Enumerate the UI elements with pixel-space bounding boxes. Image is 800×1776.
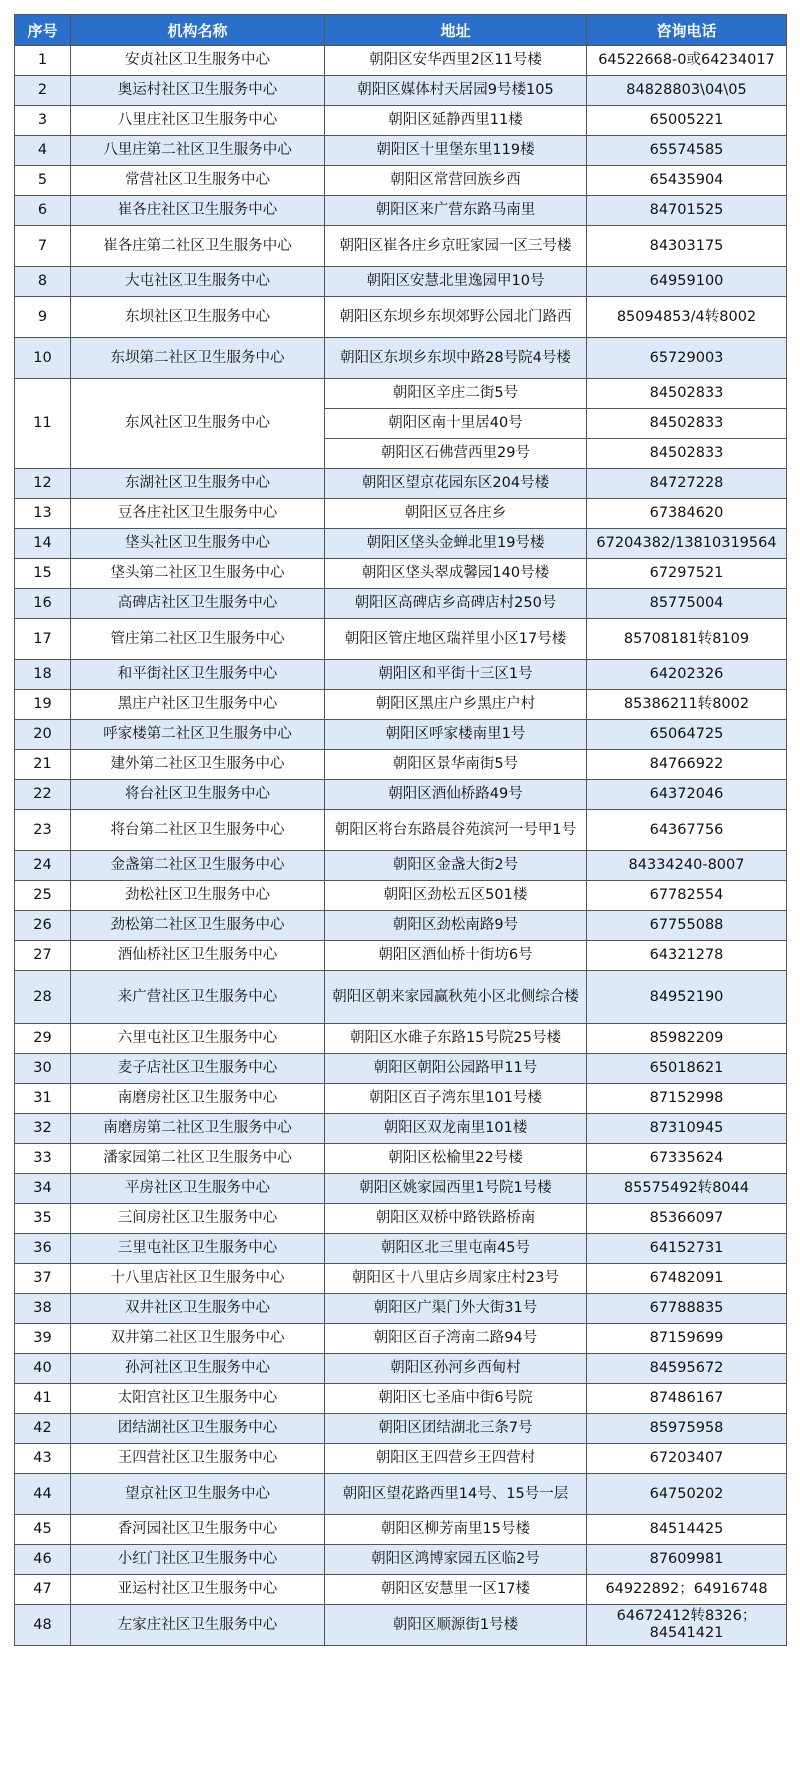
cell-no: 43 <box>15 1444 71 1474</box>
cell-phone: 84727228 <box>587 469 787 499</box>
cell-phone: 67384620 <box>587 499 787 529</box>
cell-name: 麦子店社区卫生服务中心 <box>71 1054 325 1084</box>
table-row <box>15 720 787 750</box>
cell-address: 朝阳区安华西里2区11号楼 <box>325 46 587 76</box>
cell-no: 14 <box>15 529 71 559</box>
cell-phone: 65018621 <box>587 1054 787 1084</box>
cell-address: 朝阳区来广营东路马南里 <box>325 196 587 226</box>
table-row <box>15 1474 787 1515</box>
table-row <box>15 1384 787 1414</box>
cell-phone: 84502833 <box>587 409 787 439</box>
cell-address: 朝阳区酒仙桥路49号 <box>325 780 587 810</box>
cell-phone: 65729003 <box>587 338 787 379</box>
table-row <box>15 1204 787 1234</box>
table-row <box>15 690 787 720</box>
cell-phone: 65435904 <box>587 166 787 196</box>
cell-no: 29 <box>15 1024 71 1054</box>
cell-address: 朝阳区垡头金蝉北里19号楼 <box>325 529 587 559</box>
cell-address: 朝阳区景华南街5号 <box>325 750 587 780</box>
cell-name: 劲松社区卫生服务中心 <box>71 881 325 911</box>
cell-address: 朝阳区十八里店乡周家庄村23号 <box>325 1264 587 1294</box>
table-row <box>15 1144 787 1174</box>
cell-name: 太阳宫社区卫生服务中心 <box>71 1384 325 1414</box>
cell-address: 朝阳区安慧里一区17楼 <box>325 1575 587 1605</box>
cell-phone: 87152998 <box>587 1084 787 1114</box>
cell-name: 黑庄户社区卫生服务中心 <box>71 690 325 720</box>
cell-phone: 64750202 <box>587 1474 787 1515</box>
table-row <box>15 1114 787 1144</box>
cell-no: 20 <box>15 720 71 750</box>
cell-address: 朝阳区双龙南里101楼 <box>325 1114 587 1144</box>
cell-address: 朝阳区呼家楼南里1号 <box>325 720 587 750</box>
cell-address: 朝阳区北三里屯南45号 <box>325 1234 587 1264</box>
health-center-table <box>14 14 787 1646</box>
table-row <box>15 1444 787 1474</box>
cell-address: 朝阳区豆各庄乡 <box>325 499 587 529</box>
cell-no: 28 <box>15 971 71 1024</box>
table-row <box>15 1264 787 1294</box>
cell-phone: 65064725 <box>587 720 787 750</box>
table-row <box>15 589 787 619</box>
cell-no: 31 <box>15 1084 71 1114</box>
cell-name: 将台社区卫生服务中心 <box>71 780 325 810</box>
cell-no: 16 <box>15 589 71 619</box>
cell-name: 常营社区卫生服务中心 <box>71 166 325 196</box>
cell-phone: 87159699 <box>587 1324 787 1354</box>
cell-phone: 64672412转8326；84541421 <box>587 1605 787 1646</box>
cell-phone: 64372046 <box>587 780 787 810</box>
table-row <box>15 196 787 226</box>
cell-phone: 65574585 <box>587 136 787 166</box>
cell-phone: 64959100 <box>587 267 787 297</box>
cell-name: 奥运村社区卫生服务中心 <box>71 76 325 106</box>
cell-phone: 64202326 <box>587 660 787 690</box>
cell-phone: 84514425 <box>587 1515 787 1545</box>
cell-no: 45 <box>15 1515 71 1545</box>
cell-no: 2 <box>15 76 71 106</box>
cell-name: 十八里店社区卫生服务中心 <box>71 1264 325 1294</box>
cell-address: 朝阳区七圣庙中街6号院 <box>325 1384 587 1414</box>
table-row <box>15 46 787 76</box>
cell-no: 8 <box>15 267 71 297</box>
table-header-row <box>15 15 787 46</box>
cell-name: 双井第二社区卫生服务中心 <box>71 1324 325 1354</box>
cell-address: 朝阳区崔各庄乡京旺家园一区三号楼 <box>325 226 587 267</box>
cell-phone: 84766922 <box>587 750 787 780</box>
cell-name: 垡头社区卫生服务中心 <box>71 529 325 559</box>
cell-phone: 84502833 <box>587 379 787 409</box>
table-row <box>15 810 787 851</box>
cell-phone: 67204382/13810319564 <box>587 529 787 559</box>
cell-no: 22 <box>15 780 71 810</box>
cell-phone: 87486167 <box>587 1384 787 1414</box>
cell-name: 王四营社区卫生服务中心 <box>71 1444 325 1474</box>
cell-address: 朝阳区孙河乡西甸村 <box>325 1354 587 1384</box>
table-row <box>15 1605 787 1646</box>
cell-name: 小红门社区卫生服务中心 <box>71 1545 325 1575</box>
cell-address: 朝阳区鸿博家园五区临2号 <box>325 1545 587 1575</box>
cell-address: 朝阳区黑庄户乡黑庄户村 <box>325 690 587 720</box>
cell-no: 21 <box>15 750 71 780</box>
cell-phone: 84828803\04\05 <box>587 76 787 106</box>
cell-address: 朝阳区朝来家园赢秋苑小区北侧综合楼 <box>325 971 587 1024</box>
cell-no: 19 <box>15 690 71 720</box>
cell-phone: 84952190 <box>587 971 787 1024</box>
cell-name: 团结湖社区卫生服务中心 <box>71 1414 325 1444</box>
cell-no: 6 <box>15 196 71 226</box>
table-body <box>15 46 787 1646</box>
cell-address: 朝阳区柳芳南里15号楼 <box>325 1515 587 1545</box>
cell-address: 朝阳区团结湖北三条7号 <box>325 1414 587 1444</box>
cell-name: 安贞社区卫生服务中心 <box>71 46 325 76</box>
cell-name: 东坝社区卫生服务中心 <box>71 297 325 338</box>
cell-phone: 84334240-8007 <box>587 851 787 881</box>
table-row <box>15 76 787 106</box>
cell-address: 朝阳区劲松五区501楼 <box>325 881 587 911</box>
cell-no: 33 <box>15 1144 71 1174</box>
table-container <box>14 14 786 1646</box>
cell-address: 朝阳区顺源街1号楼 <box>325 1605 587 1646</box>
cell-phone: 84701525 <box>587 196 787 226</box>
table-row <box>15 106 787 136</box>
cell-address: 朝阳区望花路西里14号、15号一层 <box>325 1474 587 1515</box>
cell-no: 7 <box>15 226 71 267</box>
cell-address: 朝阳区延静西里11楼 <box>325 106 587 136</box>
table-row <box>15 750 787 780</box>
cell-address: 朝阳区金盏大街2号 <box>325 851 587 881</box>
cell-address: 朝阳区朝阳公园路甲11号 <box>325 1054 587 1084</box>
table-row <box>15 1545 787 1575</box>
cell-address: 朝阳区和平街十三区1号 <box>325 660 587 690</box>
cell-no: 30 <box>15 1054 71 1084</box>
table-row <box>15 780 787 810</box>
table-row <box>15 619 787 660</box>
table-row <box>15 469 787 499</box>
cell-phone: 64367756 <box>587 810 787 851</box>
cell-no: 47 <box>15 1575 71 1605</box>
cell-no: 15 <box>15 559 71 589</box>
cell-no: 42 <box>15 1414 71 1444</box>
cell-name: 亚运村社区卫生服务中心 <box>71 1575 325 1605</box>
cell-name: 东风社区卫生服务中心 <box>71 379 325 469</box>
cell-name: 崔各庄社区卫生服务中心 <box>71 196 325 226</box>
cell-no: 39 <box>15 1324 71 1354</box>
cell-no: 5 <box>15 166 71 196</box>
header-address: 地址 <box>325 15 587 46</box>
cell-no: 48 <box>15 1605 71 1646</box>
cell-no: 3 <box>15 106 71 136</box>
cell-no: 13 <box>15 499 71 529</box>
table-row <box>15 1414 787 1444</box>
cell-name: 八里庄社区卫生服务中心 <box>71 106 325 136</box>
cell-name: 将台第二社区卫生服务中心 <box>71 810 325 851</box>
cell-no: 1 <box>15 46 71 76</box>
cell-name: 三里屯社区卫生服务中心 <box>71 1234 325 1264</box>
table-row <box>15 166 787 196</box>
cell-name: 管庄第二社区卫生服务中心 <box>71 619 325 660</box>
cell-name: 平房社区卫生服务中心 <box>71 1174 325 1204</box>
cell-address: 朝阳区双桥中路铁路桥南 <box>325 1204 587 1234</box>
table-row <box>15 379 787 409</box>
table-row <box>15 1024 787 1054</box>
cell-phone: 87609981 <box>587 1545 787 1575</box>
cell-name: 潘家园第二社区卫生服务中心 <box>71 1144 325 1174</box>
cell-name: 八里庄第二社区卫生服务中心 <box>71 136 325 166</box>
cell-phone: 67203407 <box>587 1444 787 1474</box>
table-row <box>15 1084 787 1114</box>
table-row <box>15 660 787 690</box>
cell-phone: 85982209 <box>587 1024 787 1054</box>
cell-name: 望京社区卫生服务中心 <box>71 1474 325 1515</box>
cell-phone: 64321278 <box>587 941 787 971</box>
table-row <box>15 136 787 166</box>
cell-name: 东湖社区卫生服务中心 <box>71 469 325 499</box>
cell-address: 朝阳区东坝乡东坝郊野公园北门路西 <box>325 297 587 338</box>
cell-address: 朝阳区东坝乡东坝中路28号院4号楼 <box>325 338 587 379</box>
cell-address: 朝阳区酒仙桥十街坊6号 <box>325 941 587 971</box>
table-row <box>15 297 787 338</box>
cell-address: 朝阳区水碓子东路15号院25号楼 <box>325 1024 587 1054</box>
cell-no: 27 <box>15 941 71 971</box>
cell-phone: 64522668-0或64234017 <box>587 46 787 76</box>
table-row <box>15 851 787 881</box>
table-row <box>15 267 787 297</box>
table-row <box>15 1575 787 1605</box>
cell-address: 朝阳区垡头翠成馨园140号楼 <box>325 559 587 589</box>
table-row <box>15 1324 787 1354</box>
cell-no: 44 <box>15 1474 71 1515</box>
cell-address: 朝阳区十里堡东里119楼 <box>325 136 587 166</box>
table-row <box>15 1354 787 1384</box>
cell-phone: 85775004 <box>587 589 787 619</box>
cell-name: 呼家楼第二社区卫生服务中心 <box>71 720 325 750</box>
table-row <box>15 911 787 941</box>
cell-name: 建外第二社区卫生服务中心 <box>71 750 325 780</box>
cell-no: 12 <box>15 469 71 499</box>
cell-phone: 85975958 <box>587 1414 787 1444</box>
table-row <box>15 1234 787 1264</box>
cell-no: 23 <box>15 810 71 851</box>
cell-name: 酒仙桥社区卫生服务中心 <box>71 941 325 971</box>
table-row <box>15 1054 787 1084</box>
cell-phone: 85708181转8109 <box>587 619 787 660</box>
cell-address: 朝阳区劲松南路9号 <box>325 911 587 941</box>
header-name: 机构名称 <box>71 15 325 46</box>
cell-address: 朝阳区百子湾南二路94号 <box>325 1324 587 1354</box>
cell-address: 朝阳区广渠门外大街31号 <box>325 1294 587 1324</box>
cell-address: 朝阳区姚家园西里1号院1号楼 <box>325 1174 587 1204</box>
cell-address: 朝阳区常营回族乡西 <box>325 166 587 196</box>
cell-no: 36 <box>15 1234 71 1264</box>
table-row <box>15 559 787 589</box>
cell-no: 38 <box>15 1294 71 1324</box>
table-row <box>15 1174 787 1204</box>
cell-name: 劲松第二社区卫生服务中心 <box>71 911 325 941</box>
cell-address: 朝阳区南十里居40号 <box>325 409 587 439</box>
cell-phone: 64152731 <box>587 1234 787 1264</box>
cell-no: 18 <box>15 660 71 690</box>
cell-address: 朝阳区将台东路晨谷苑滨河一号甲1号 <box>325 810 587 851</box>
cell-no: 9 <box>15 297 71 338</box>
cell-phone: 84303175 <box>587 226 787 267</box>
table-row <box>15 499 787 529</box>
cell-no: 4 <box>15 136 71 166</box>
cell-no: 10 <box>15 338 71 379</box>
cell-address: 朝阳区王四营乡王四营村 <box>325 1444 587 1474</box>
cell-name: 三间房社区卫生服务中心 <box>71 1204 325 1234</box>
cell-name: 南磨房社区卫生服务中心 <box>71 1084 325 1114</box>
cell-no: 40 <box>15 1354 71 1384</box>
cell-phone: 67788835 <box>587 1294 787 1324</box>
cell-phone: 65005221 <box>587 106 787 136</box>
cell-name: 东坝第二社区卫生服务中心 <box>71 338 325 379</box>
cell-phone: 67782554 <box>587 881 787 911</box>
cell-phone: 64922892；64916748 <box>587 1575 787 1605</box>
cell-no: 17 <box>15 619 71 660</box>
cell-phone: 87310945 <box>587 1114 787 1144</box>
cell-name: 和平街社区卫生服务中心 <box>71 660 325 690</box>
cell-phone: 67335624 <box>587 1144 787 1174</box>
cell-address: 朝阳区高碑店乡高碑店村250号 <box>325 589 587 619</box>
cell-no: 32 <box>15 1114 71 1144</box>
cell-address: 朝阳区松榆里22号楼 <box>325 1144 587 1174</box>
cell-address: 朝阳区望京花园东区204号楼 <box>325 469 587 499</box>
cell-address: 朝阳区管庄地区瑞祥里小区17号楼 <box>325 619 587 660</box>
cell-address: 朝阳区安慧北里逸园甲10号 <box>325 267 587 297</box>
cell-no: 34 <box>15 1174 71 1204</box>
cell-no: 41 <box>15 1384 71 1414</box>
cell-name: 左家庄社区卫生服务中心 <box>71 1605 325 1646</box>
header-phone: 咨询电话 <box>587 15 787 46</box>
cell-no: 26 <box>15 911 71 941</box>
cell-name: 南磨房第二社区卫生服务中心 <box>71 1114 325 1144</box>
cell-phone: 67755088 <box>587 911 787 941</box>
cell-address: 朝阳区媒体村天居园9号楼105 <box>325 76 587 106</box>
cell-phone: 85094853/4转8002 <box>587 297 787 338</box>
cell-name: 垡头第二社区卫生服务中心 <box>71 559 325 589</box>
table-row <box>15 1294 787 1324</box>
cell-no: 46 <box>15 1545 71 1575</box>
cell-phone: 67482091 <box>587 1264 787 1294</box>
cell-name: 香河园社区卫生服务中心 <box>71 1515 325 1545</box>
cell-phone: 67297521 <box>587 559 787 589</box>
table-row <box>15 941 787 971</box>
cell-phone: 84502833 <box>587 439 787 469</box>
cell-name: 大屯社区卫生服务中心 <box>71 267 325 297</box>
cell-no: 25 <box>15 881 71 911</box>
cell-name: 来广营社区卫生服务中心 <box>71 971 325 1024</box>
cell-name: 孙河社区卫生服务中心 <box>71 1354 325 1384</box>
cell-no: 11 <box>15 379 71 469</box>
cell-phone: 85366097 <box>587 1204 787 1234</box>
cell-phone: 85575492转8044 <box>587 1174 787 1204</box>
cell-address: 朝阳区百子湾东里101号楼 <box>325 1084 587 1114</box>
cell-address: 朝阳区辛庄二街5号 <box>325 379 587 409</box>
table-row <box>15 971 787 1024</box>
cell-name: 高碑店社区卫生服务中心 <box>71 589 325 619</box>
cell-phone: 85386211转8002 <box>587 690 787 720</box>
cell-no: 24 <box>15 851 71 881</box>
cell-name: 崔各庄第二社区卫生服务中心 <box>71 226 325 267</box>
cell-name: 六里屯社区卫生服务中心 <box>71 1024 325 1054</box>
table-row <box>15 338 787 379</box>
table-row <box>15 529 787 559</box>
cell-name: 双井社区卫生服务中心 <box>71 1294 325 1324</box>
cell-name: 金盏第二社区卫生服务中心 <box>71 851 325 881</box>
table-row <box>15 226 787 267</box>
cell-name: 豆各庄社区卫生服务中心 <box>71 499 325 529</box>
cell-phone: 84595672 <box>587 1354 787 1384</box>
table-row <box>15 1515 787 1545</box>
cell-no: 37 <box>15 1264 71 1294</box>
header-no: 序号 <box>15 15 71 46</box>
cell-no: 35 <box>15 1204 71 1234</box>
cell-address: 朝阳区石佛营西里29号 <box>325 439 587 469</box>
table-row <box>15 881 787 911</box>
